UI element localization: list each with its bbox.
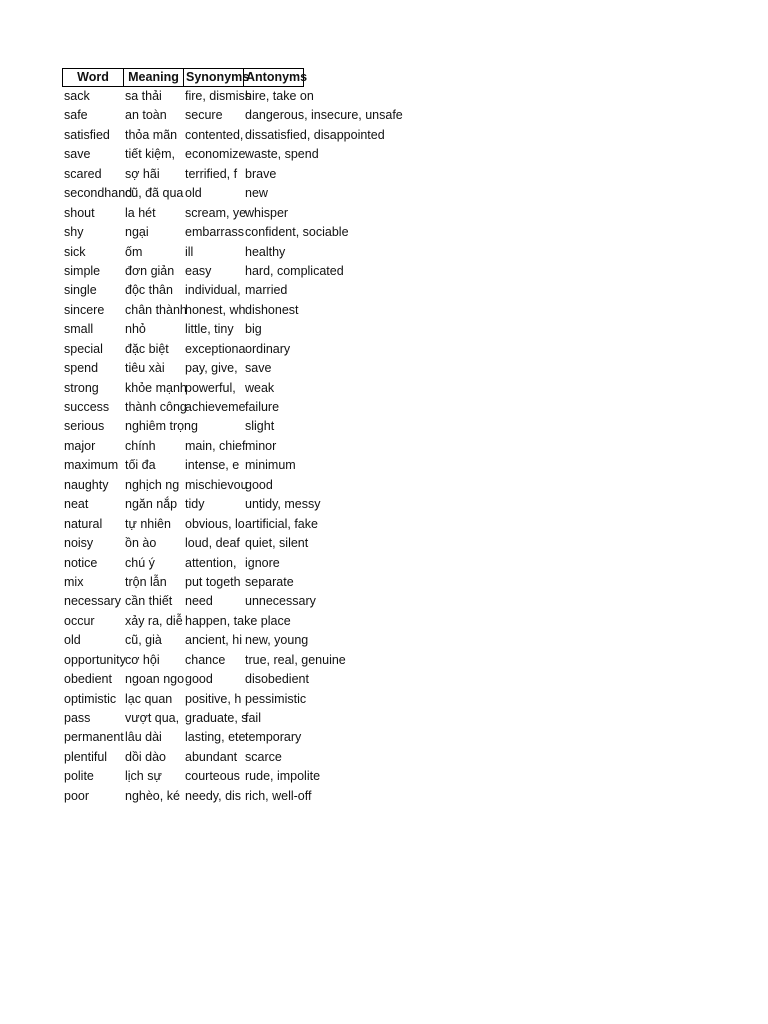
cell-synonyms[interactable]: economize [185,147,246,162]
table-row [62,184,303,203]
cell-word[interactable]: occur [64,613,95,628]
cell-word[interactable]: shout [64,205,95,220]
cell-synonyms[interactable]: chance [185,652,226,667]
cell-meaning[interactable]: cũ, già [125,633,162,648]
table-row [62,612,303,631]
cell-meaning[interactable]: nhỏ [125,322,146,337]
cell-synonyms[interactable]: courteous [185,769,240,784]
cell-synonyms[interactable]: secure [185,108,223,123]
cell-antonyms[interactable]: hard, complicated [245,263,344,278]
table-row [62,748,303,767]
cell-meaning[interactable]: lạc quan [125,691,173,706]
table-row [62,456,303,475]
cell-antonyms[interactable]: married [245,283,288,298]
cell-meaning[interactable]: lịch sự [125,769,162,784]
cell-synonyms[interactable]: pay, give, [185,361,238,376]
table-row [62,398,303,417]
cell-synonyms[interactable]: abundant [185,749,238,764]
table-row [62,709,303,728]
table-row [62,534,309,553]
cell-meaning[interactable]: nghèo, ké [125,788,180,803]
cell-meaning[interactable]: đơn giản [125,263,175,278]
cell-antonyms[interactable]: artificial, fake [245,516,318,531]
cell-meaning[interactable]: độc thân [125,283,173,298]
cell-synonyms[interactable]: obvious, lo [185,516,245,531]
cell-antonyms[interactable]: fail [245,711,261,725]
cell-antonyms[interactable]: dangerous, insecure, unsafe [245,108,403,123]
cell-antonyms[interactable]: unnecessary [245,594,316,609]
cell-meaning[interactable]: nghiêm trọng [125,419,198,434]
cell-meaning[interactable]: sa thải [125,89,162,103]
cell-antonyms[interactable]: failure [245,400,280,414]
cell-word[interactable]: save [64,147,91,162]
cell-synonyms[interactable]: loud, deaf [185,536,240,551]
header-row [62,68,308,87]
cell-synonyms[interactable]: scream, ye [185,205,247,220]
cell-meaning[interactable]: tối đa [125,458,156,473]
table-row [62,243,303,262]
cell-meaning[interactable]: ngoan ngo [125,672,185,687]
cell-antonyms[interactable]: waste, spend [245,147,319,162]
cell-word[interactable]: neat [64,497,89,512]
table-row [62,145,319,164]
cell-synonyms[interactable]: ancient, hi [185,633,242,648]
cell-meaning[interactable]: ồn ào [125,536,157,551]
cell-synonyms[interactable]: individual, [185,283,241,298]
cell-synonyms[interactable]: intense, e [185,458,240,473]
table-row [62,281,303,300]
table-row [62,631,309,650]
cell-synonyms[interactable]: tidy [185,497,205,512]
cell-word[interactable]: optimistic [64,691,117,706]
table-row [62,554,303,573]
cell-meaning[interactable]: thành công [125,400,187,414]
cell-synonyms[interactable]: contented, [185,127,244,142]
cell-word[interactable]: noisy [64,536,94,551]
cell-word[interactable]: natural [64,516,103,531]
table-row [62,651,346,670]
vocabulary-sheet [62,68,403,806]
cell-word[interactable]: small [64,322,94,337]
cell-meaning[interactable]: cơ hội [125,652,160,667]
table-row [62,787,312,806]
table-row [62,417,303,436]
cell-synonyms[interactable]: terrified, f [185,166,238,181]
cell-synonyms[interactable]: embarrass [185,225,245,240]
cell-word[interactable]: serious [64,419,105,434]
cell-antonyms[interactable]: dissatisfied, disappointed [245,127,385,142]
cell-synonyms[interactable]: happen, take place [185,613,291,628]
cell-word[interactable]: poor [64,788,90,803]
cell-synonyms[interactable]: need [185,594,213,609]
cell-meaning[interactable]: tự nhiên [125,516,171,531]
cell-synonyms[interactable]: achieveme [185,400,246,414]
cell-antonyms[interactable]: slight [245,419,275,434]
cell-word[interactable]: satisfied [64,127,110,142]
cell-meaning[interactable]: lâu dài [125,730,162,745]
cell-antonyms[interactable]: pessimistic [245,691,307,706]
table-row [62,301,303,320]
table-row [62,262,344,281]
cell-word[interactable]: simple [64,263,101,278]
table-row [62,204,303,223]
cell-synonyms[interactable]: put togeth [185,574,241,589]
cell-word[interactable]: safe [64,108,88,123]
cell-word[interactable]: scared [64,166,102,181]
cell-word[interactable]: polite [64,769,94,784]
table-row [62,476,303,495]
cell-word[interactable]: naughty [64,477,109,492]
cell-synonyms[interactable]: positive, h [185,691,242,706]
table-row [62,495,321,514]
cell-antonyms[interactable]: new, young [245,633,309,648]
table-row [62,340,303,359]
cell-antonyms[interactable]: minor [245,438,277,453]
table-row [62,106,403,125]
cell-antonyms[interactable]: untidy, messy [245,497,321,512]
cell-synonyms[interactable]: exceptiona [185,341,246,356]
cell-antonyms[interactable]: hire, take on [245,89,314,103]
cell-antonyms[interactable]: disobedient [245,672,309,687]
cell-word[interactable]: opportunity [64,652,126,667]
cell-meaning[interactable]: ngăn nắp [125,497,178,512]
cell-word[interactable]: obedient [64,672,112,687]
table-row [62,690,307,709]
cell-synonyms[interactable]: graduate, s [185,711,248,725]
table-body [62,87,403,806]
cell-antonyms[interactable]: temporary [245,730,302,745]
cell-meaning[interactable]: cũ, đã qua [125,186,184,201]
header-antonyms[interactable]: Antonyms [243,68,304,87]
cell-synonyms[interactable]: old [185,186,202,201]
cell-word[interactable]: sick [64,244,86,259]
cell-antonyms[interactable]: big [245,322,262,337]
cell-meaning[interactable]: chân thành [125,302,187,317]
cell-synonyms[interactable]: easy [185,263,212,278]
cell-meaning[interactable]: vượt qua, [125,711,180,725]
cell-antonyms[interactable]: true, real, genuine [245,652,346,667]
cell-antonyms[interactable]: brave [245,166,277,181]
cell-word[interactable]: sincere [64,302,105,317]
cell-meaning[interactable]: chú ý [125,555,155,570]
cell-antonyms[interactable]: ignore [245,555,280,570]
cell-antonyms[interactable]: new [245,186,268,201]
cell-synonyms[interactable]: good [185,672,213,687]
cell-meaning[interactable]: sợ hãi [125,166,160,181]
cell-meaning[interactable]: ngại [125,225,149,240]
cell-word[interactable]: old [64,633,81,648]
cell-meaning[interactable]: khỏe mạnh [125,380,187,395]
cell-antonyms[interactable]: confident, sociable [245,225,349,240]
cell-antonyms[interactable]: rude, impolite [245,769,321,784]
cell-synonyms[interactable]: needy, dis [185,788,242,803]
table-row [62,223,349,242]
table-row [62,515,318,534]
cell-synonyms[interactable]: attention, [185,555,237,570]
header-meaning[interactable]: Meaning [123,68,184,87]
cell-word[interactable]: single [64,283,97,298]
table-row [62,670,309,689]
cell-word[interactable]: pass [64,711,91,725]
cell-antonyms[interactable]: scarce [245,749,282,764]
cell-word[interactable]: secondhand [64,186,133,201]
cell-word[interactable]: major [64,438,96,453]
table-row [62,573,303,592]
table-row [62,165,303,184]
cell-word[interactable]: shy [64,225,84,240]
cell-meaning[interactable]: tiêu xài [125,361,165,376]
cell-synonyms[interactable]: powerful, [185,380,236,395]
cell-antonyms[interactable]: separate [245,574,294,589]
cell-meaning[interactable]: ốm [125,244,143,259]
cell-meaning[interactable]: trộn lẫn [125,574,167,589]
cell-meaning[interactable]: chính [125,438,156,453]
table-row [62,126,385,145]
cell-word[interactable]: mix [64,574,84,589]
cell-antonyms[interactable]: good [245,477,273,492]
cell-antonyms[interactable]: whisper [245,205,289,220]
cell-antonyms[interactable]: healthy [245,244,286,259]
cell-synonyms[interactable]: honest, wh [185,302,246,317]
header-synonyms[interactable]: Synonyms [183,68,244,87]
cell-antonyms[interactable]: dishonest [245,302,299,317]
cell-word[interactable]: necessary [64,594,121,609]
cell-word[interactable]: plentiful [64,749,108,764]
cell-synonyms[interactable]: little, tiny [185,322,234,337]
cell-word[interactable]: spend [64,361,99,376]
cell-synonyms[interactable]: fire, dismiss [185,89,251,103]
cell-antonyms[interactable]: rich, well-off [245,788,312,803]
cell-meaning[interactable]: la hét [125,205,156,220]
cell-word[interactable]: strong [64,380,99,395]
cell-synonyms[interactable]: main, chief [185,438,246,453]
cell-synonyms[interactable]: lasting, ete [185,730,246,745]
cell-meaning[interactable]: đặc biệt [125,341,169,356]
cell-meaning[interactable]: dồi dào [125,749,167,764]
table-row [62,359,303,378]
cell-meaning[interactable]: an toàn [125,108,167,123]
cell-synonyms[interactable]: ill [185,244,194,259]
table-row [62,320,303,339]
cell-word[interactable]: success [64,400,110,414]
cell-meaning[interactable]: cần thiết [125,594,173,609]
cell-antonyms[interactable]: ordinary [245,341,291,356]
cell-antonyms[interactable]: quiet, silent [245,536,309,551]
cell-word[interactable]: permanent [64,730,124,745]
cell-word[interactable]: sack [64,89,90,103]
cell-antonyms[interactable]: weak [245,380,275,395]
cell-meaning[interactable]: nghịch ng [125,477,180,492]
table-row [62,592,316,611]
table-row [62,728,303,747]
cell-word[interactable]: maximum [64,458,119,473]
table-row [62,437,303,456]
cell-synonyms[interactable]: mischievou [185,477,248,492]
table-row [62,87,314,106]
cell-word[interactable]: special [64,341,103,356]
header-word[interactable]: Word [62,68,124,87]
cell-antonyms[interactable]: save [245,361,272,376]
cell-meaning[interactable]: thỏa mãn [125,127,178,142]
table-row [62,379,303,398]
cell-meaning[interactable]: tiết kiệm, [125,147,176,162]
cell-word[interactable]: notice [64,555,98,570]
cell-antonyms[interactable]: minimum [245,458,296,473]
cell-meaning[interactable]: xảy ra, diễ [125,613,183,628]
table-row [62,767,321,786]
